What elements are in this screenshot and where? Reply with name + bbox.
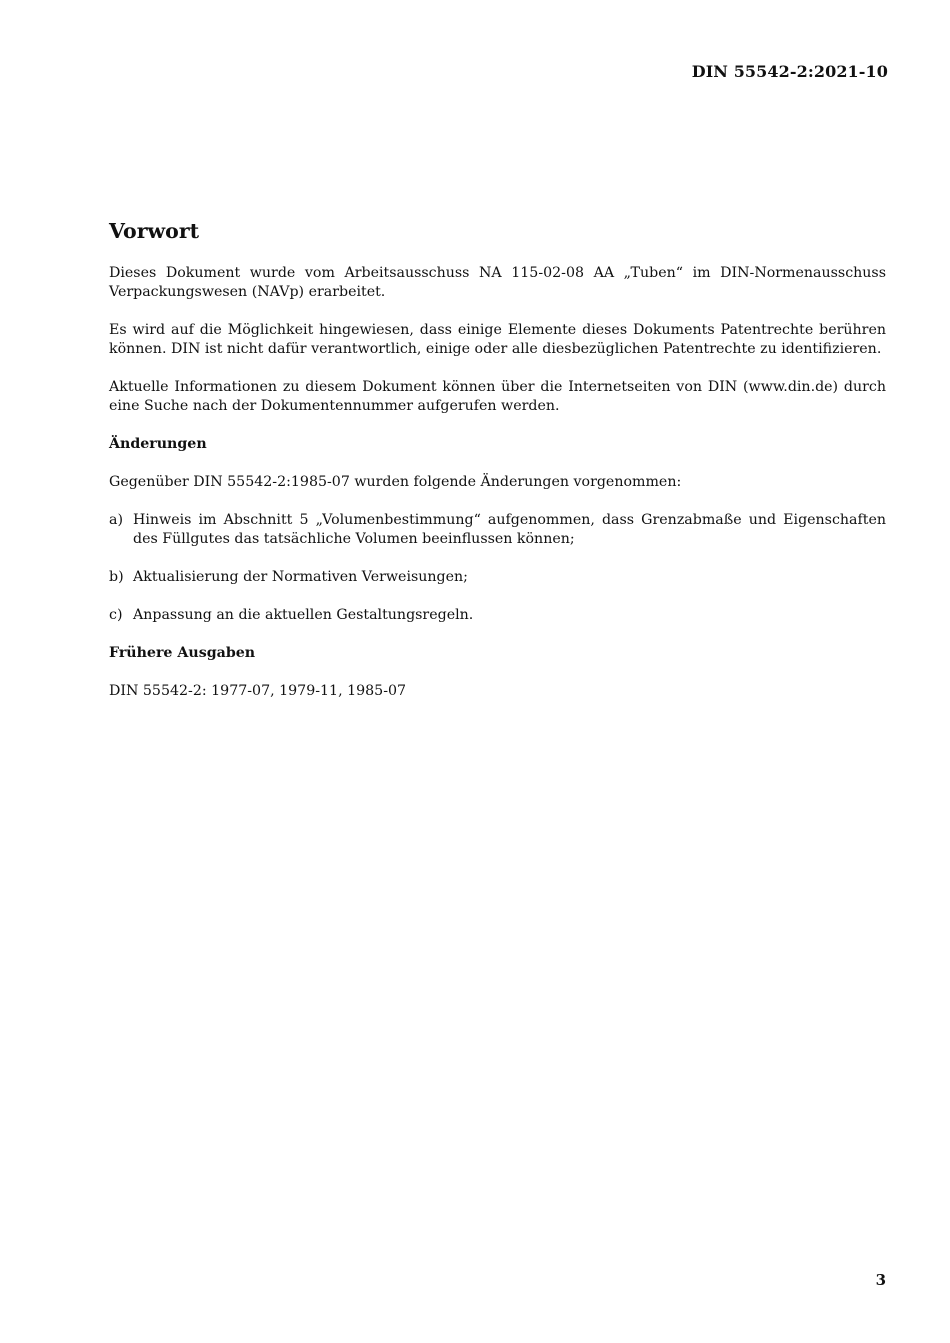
- list-item: [109, 606, 886, 625]
- list-marker: c): [109, 607, 123, 623]
- list-marker: b): [109, 569, 124, 585]
- changes-heading: Änderungen: [109, 436, 207, 452]
- page-title: Vorwort: [109, 219, 200, 243]
- document-id: DIN 55542-2:2021-10: [691, 62, 888, 81]
- page-content: [109, 218, 886, 720]
- list-item-text: Anpassung an die aktuellen Gestaltungsregeln.: [133, 607, 474, 623]
- changes-list: [109, 511, 886, 625]
- list-item-text: Hinweis im Abschnitt 5 „Volumenbestimmung“ aufgenommen, dass Grenzabmaße und Eigenschaften des Füllgutes das tatsächliche Volumen beeinflussen können;: [133, 512, 886, 547]
- foreword-paragraph: Dieses Dokument wurde vom Arbeitsausschuss NA 115-02-08 AA „Tuben“ im DIN-Normenausschuss Verpackungswesen (NAVp) erarbeitet.: [109, 265, 886, 300]
- previous-editions-heading: Frühere Ausgaben: [109, 645, 256, 661]
- page-number: 3: [875, 1271, 886, 1289]
- changes-intro: Gegenüber DIN 55542-2:1985-07 wurden folgende Änderungen vorgenommen:: [109, 474, 682, 490]
- list-item: [109, 511, 886, 549]
- information-paragraph: Aktuelle Informationen zu diesem Dokument können über die Internetseiten von DIN (www.din.de) durch eine Suche nach der Dokumentennummer aufgerufen werden.: [109, 379, 886, 414]
- list-item-text: Aktualisierung der Normativen Verweisungen;: [133, 569, 468, 585]
- previous-editions-text: DIN 55542-2: 1977-07, 1979-11, 1985-07: [109, 683, 407, 699]
- list-marker: a): [109, 512, 123, 528]
- list-item: [109, 568, 886, 587]
- patent-notice-paragraph: Es wird auf die Möglichkeit hingewiesen, dass einige Elemente dieses Dokuments Patentrechte berühren können. DIN ist nicht dafür verantwortlich, einige oder alle diesbezüglichen Patentrechte zu identifizieren.: [109, 322, 886, 357]
